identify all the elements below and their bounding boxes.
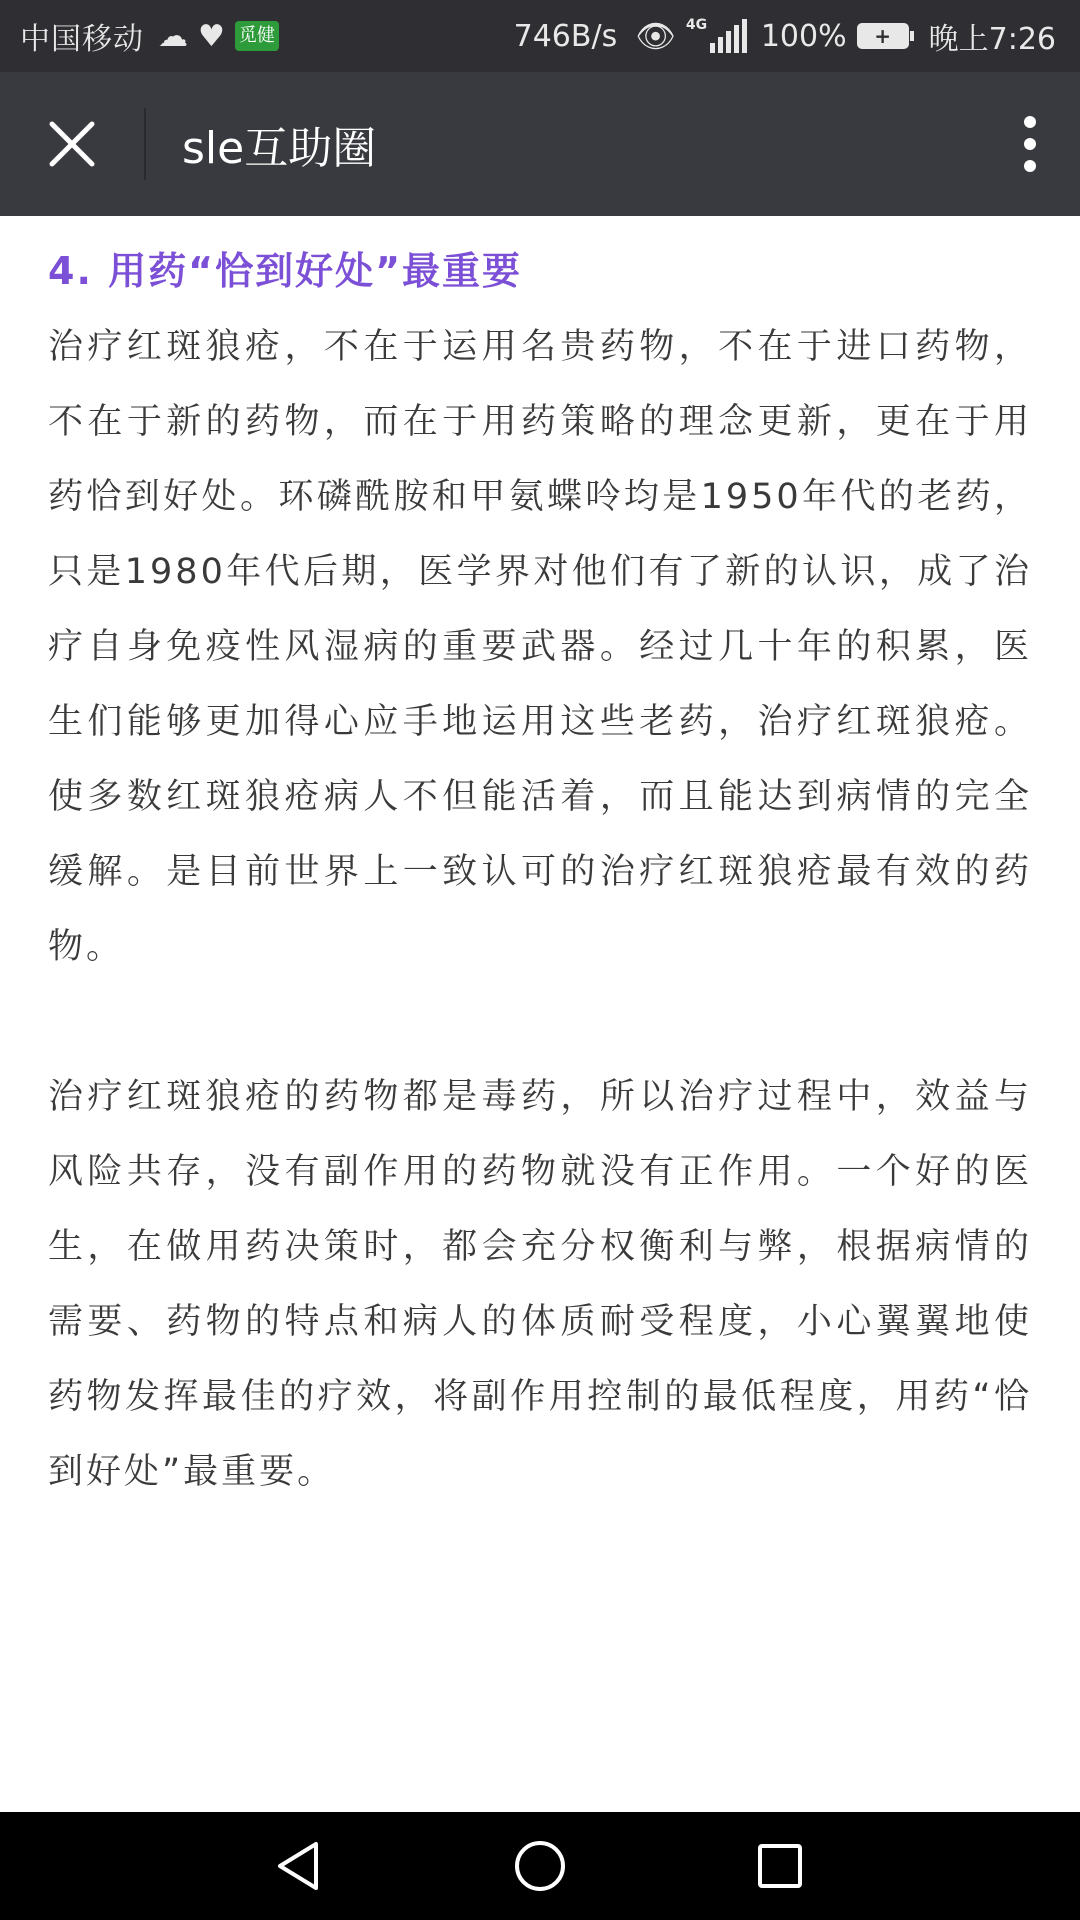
more-vertical-icon: [1022, 114, 1038, 174]
carrier-name: 中国移动: [20, 22, 144, 57]
app-notification-badge: 觅健: [235, 21, 279, 51]
status-right: [514, 14, 1056, 58]
title-divider: [144, 108, 146, 180]
navigation-bar: [0, 1812, 1080, 1920]
network-speed: 746B/s: [513, 18, 618, 54]
status-bar: [0, 0, 1080, 72]
article-paragraph: 治疗红斑狼疮，不在于运用名贵药物，不在于进口药物，不在于新的药物，而在于用药策略的理念更新，更在于用药恰到好处。环磷酰胺和甲氨蝶呤均是1950年代的老药，只是1980年代后期，医学界对他们有了新的认识，成了治疗自身免疫性风湿病的重要武器。经过几十年的积累，医生们能够更加得心应手地运用这些老药，治疗红斑狼疮。使多数红斑狼疮病人不但能活着，而且能达到病情的完全缓解。是目前世界上一致认可的治疗红斑狼疮最有效的药物。: [48, 327, 1032, 967]
section-heading: 4. 用药“恰到好处”最重要: [48, 249, 523, 293]
paragraph-spacer: [48, 985, 1032, 1060]
weather-cloud-icon: ☁: [158, 18, 188, 54]
health-heart-icon: ♥: [198, 18, 225, 54]
more-options-button[interactable]: [980, 72, 1080, 216]
network-type: 4G: [685, 17, 708, 33]
status-clock: 晚上7:26: [928, 22, 1056, 57]
battery-charging-icon: +: [857, 23, 909, 49]
eye-comfort-icon: 👁: [635, 17, 676, 55]
title-bar: [0, 72, 1080, 216]
home-circle-icon: [512, 1838, 568, 1894]
article-paragraph: 治疗红斑狼疮的药物都是毒药，所以治疗过程中，效益与风险共存，没有副作用的药物就没有正作用。一个好的医生，在做用药决策时，都会充分权衡利与弊，根据病情的需要、药物的特点和病人的体质耐受程度，小心翼翼地使药物发挥最佳的疗效，将副作用控制的最低程度，用药“恰到好处”最重要。: [48, 1077, 1032, 1492]
page-title: sle互助圈: [182, 123, 377, 174]
recents-button[interactable]: [740, 1826, 820, 1906]
home-button[interactable]: [500, 1826, 580, 1906]
battery-percentage: 100%: [760, 18, 847, 54]
signal-strength-icon: [686, 19, 747, 53]
back-triangle-icon: [272, 1838, 328, 1894]
close-button[interactable]: [0, 72, 144, 216]
recents-square-icon: [752, 1838, 808, 1894]
status-left: [20, 14, 279, 58]
close-icon: [48, 120, 96, 168]
back-button[interactable]: [260, 1826, 340, 1906]
article-content[interactable]: [0, 216, 1080, 1812]
